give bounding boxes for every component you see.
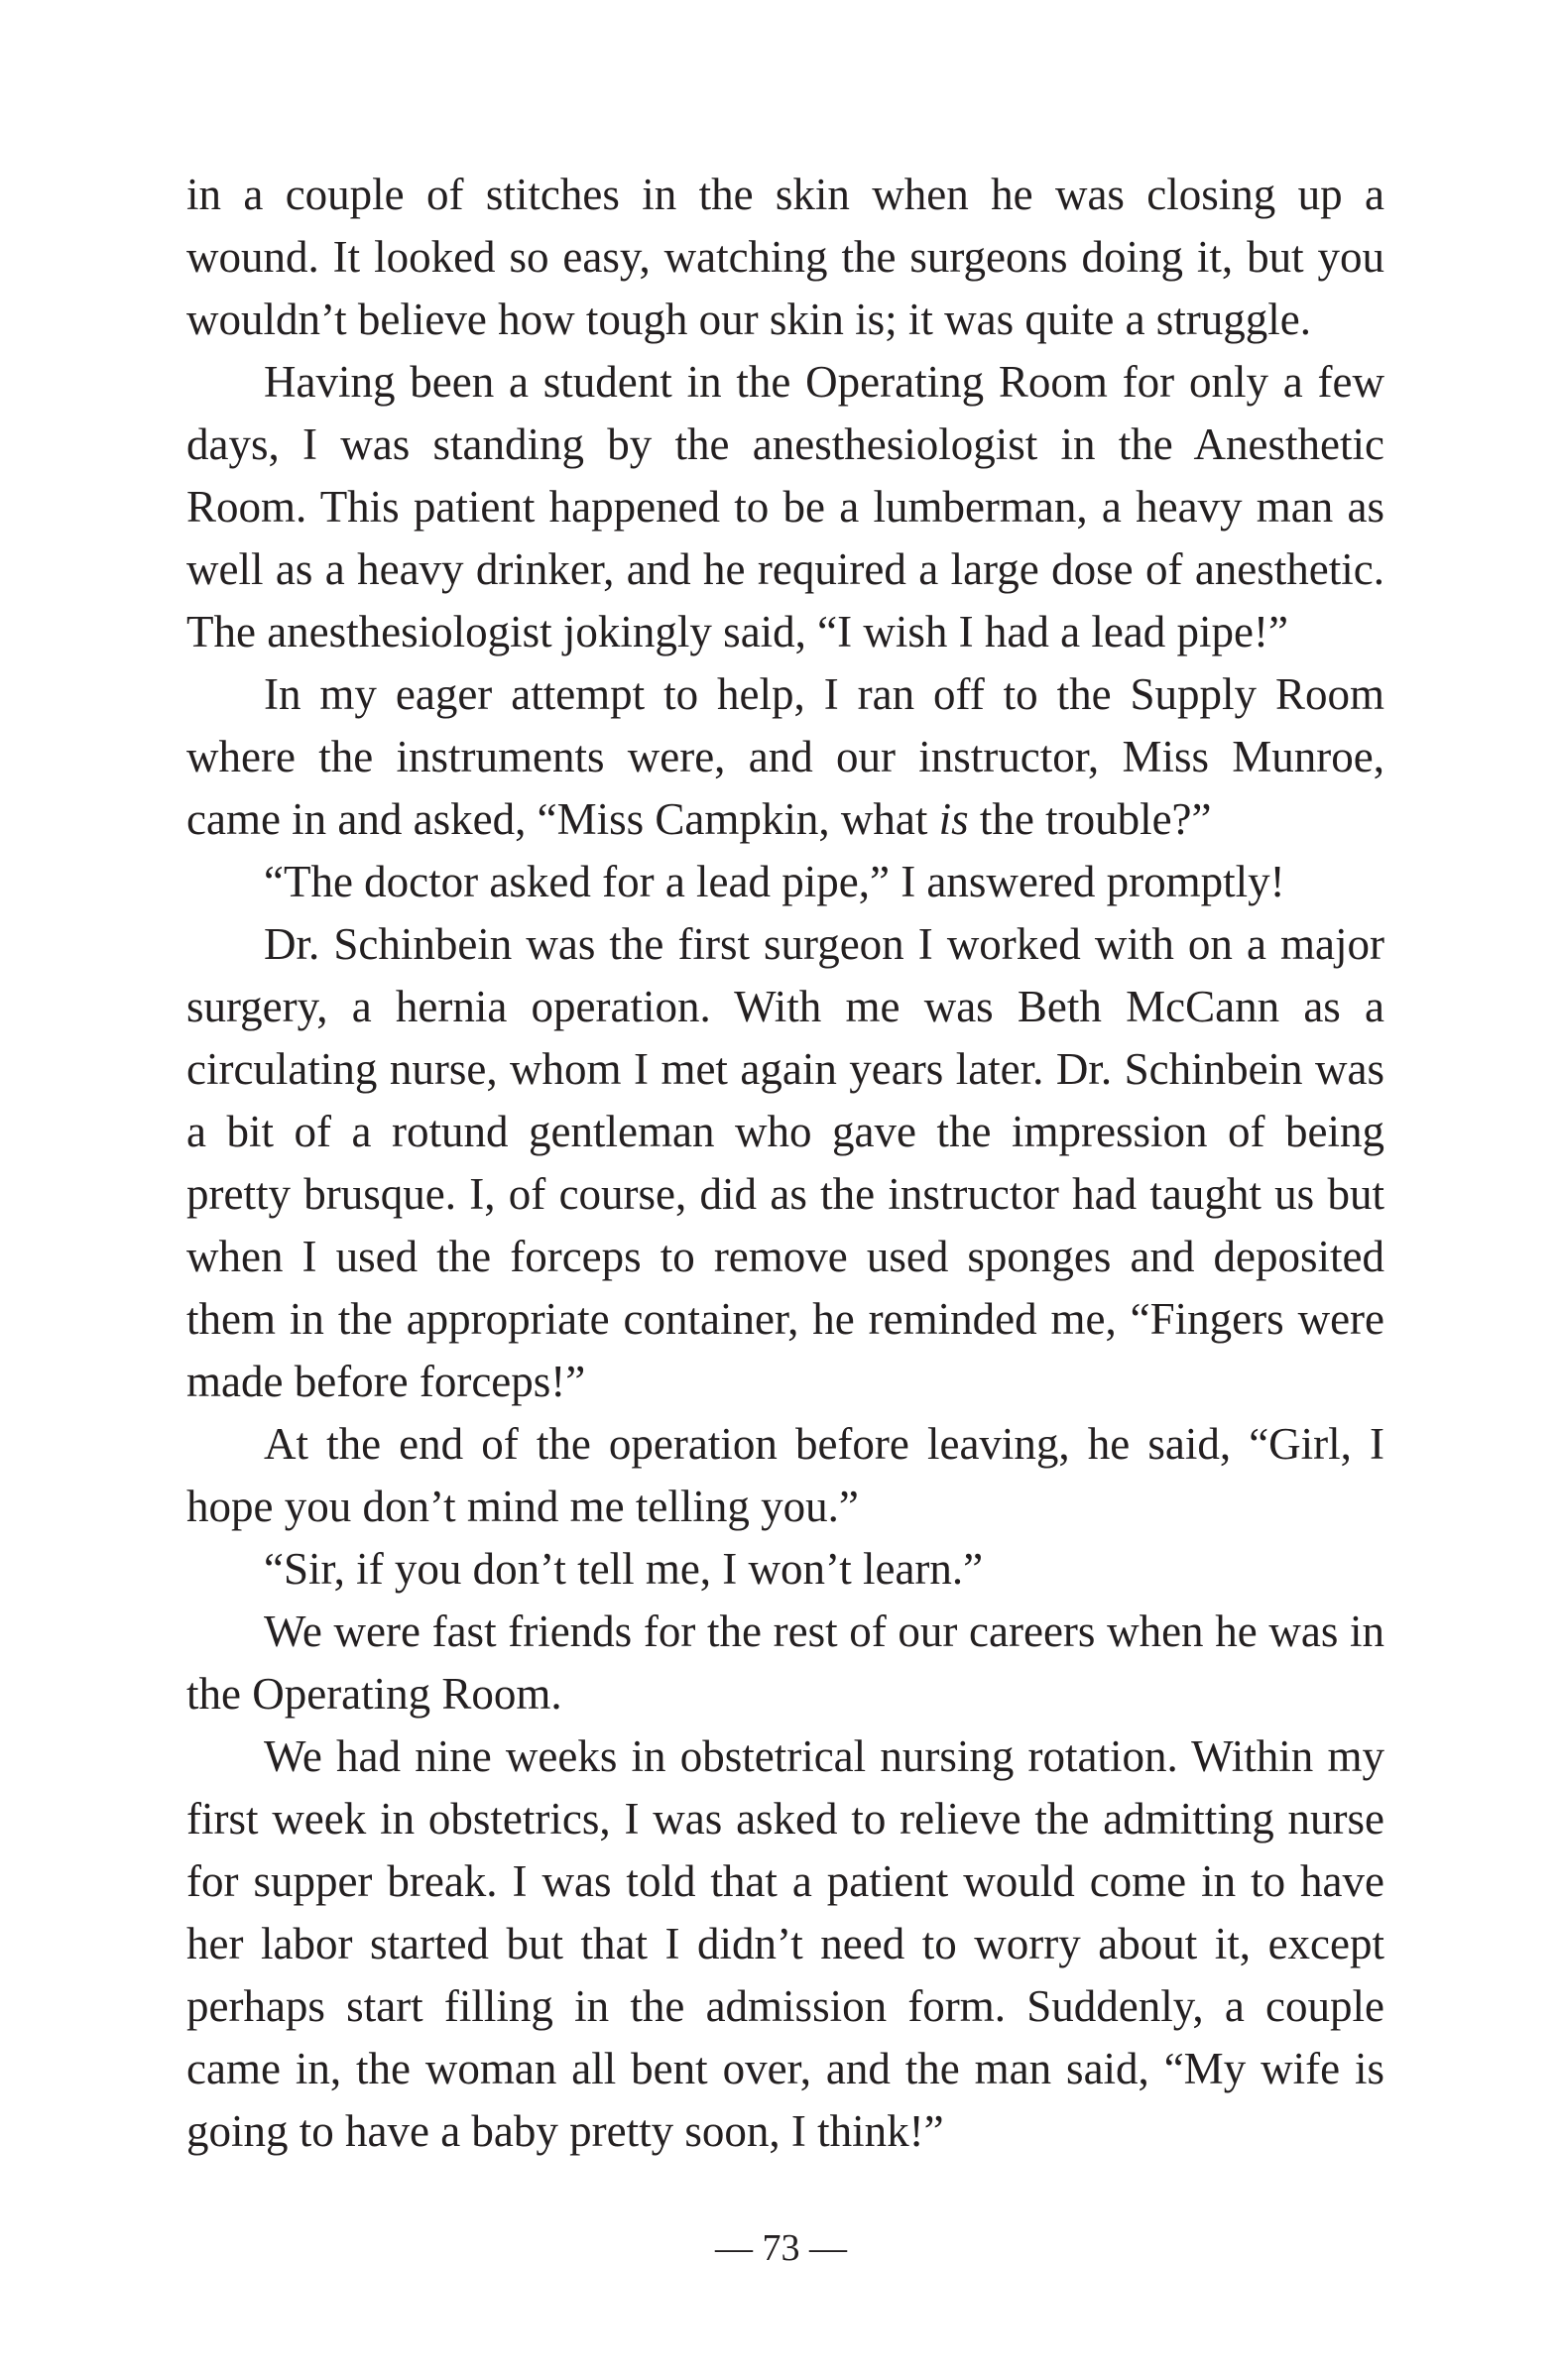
paragraph-supply-room-text: In my eager attempt to help, I ran off to the Supply Room where the instruments were, and our instructor, Miss Munroe, came in and asked, “Miss Campkin, what	[186, 669, 1384, 844]
paragraph-supply-room-end: the trouble?”	[968, 794, 1212, 844]
paragraph-lead-pipe-request: Having been a student in the Operating Room for only a few days, I was standing by the anesthesiologist in the Anesthetic Room. This patient happened to be a lumberman, a heavy man as well as a heavy drinker, and he required a large dose of anesthetic. The anesthesiologist jokingly said, “I wish I had a lead pipe!”	[186, 357, 1384, 656]
page-body	[186, 164, 1384, 2163]
emphasis-is: is	[938, 794, 969, 844]
paragraph-reply: “Sir, if you don’t tell me, I won’t learn.”	[264, 1544, 984, 1594]
paragraph-end-of-operation: At the end of the operation before leaving, he said, “Girl, I hope you don’t mind me telling you.”	[186, 1419, 1384, 1531]
paragraph-schinbein: Dr. Schinbein was the first surgeon I worked with on a major surgery, a hernia operation. With me was Beth McCann as a circulating nurse, whom I met again years later. Dr. Schinbein was a bit of a rotund gentleman who gave the impression of being pretty brusque. I, of course, did as the instructor had taught us but when I used the forceps to remove used sponges and deposited them in the appropriate container, he reminded me, “Fingers were made before forceps!”	[186, 919, 1384, 1406]
paragraph-fast-friends: We were fast friends for the rest of our careers when he was in the Operating Room.	[186, 1606, 1384, 1719]
page-number: — 73 —	[715, 2227, 847, 2269]
paragraph-obstetrics: We had nine weeks in obstetrical nursing rotation. Within my first week in obstetrics, I was asked to relieve the admitting nurse for supper break. I was told that a patient would come in to have her labor started but that I didn’t need to worry about it, except perhaps start filling in the admission form. Suddenly, a couple came in, the woman all bent over, and the man said, “My wife is going to have a baby pretty soon, I think!”	[186, 1731, 1384, 2156]
paragraph-supply-room	[186, 663, 1384, 851]
paragraph-answer: “The doctor asked for a lead pipe,” I answered promptly!	[264, 857, 1285, 906]
paragraph-continued: in a couple of stitches in the skin when he was closing up a wound. It looked so easy, watching the surgeons doing it, but you wouldn’t believe how tough our skin is; it was quite a struggle.	[186, 170, 1384, 344]
